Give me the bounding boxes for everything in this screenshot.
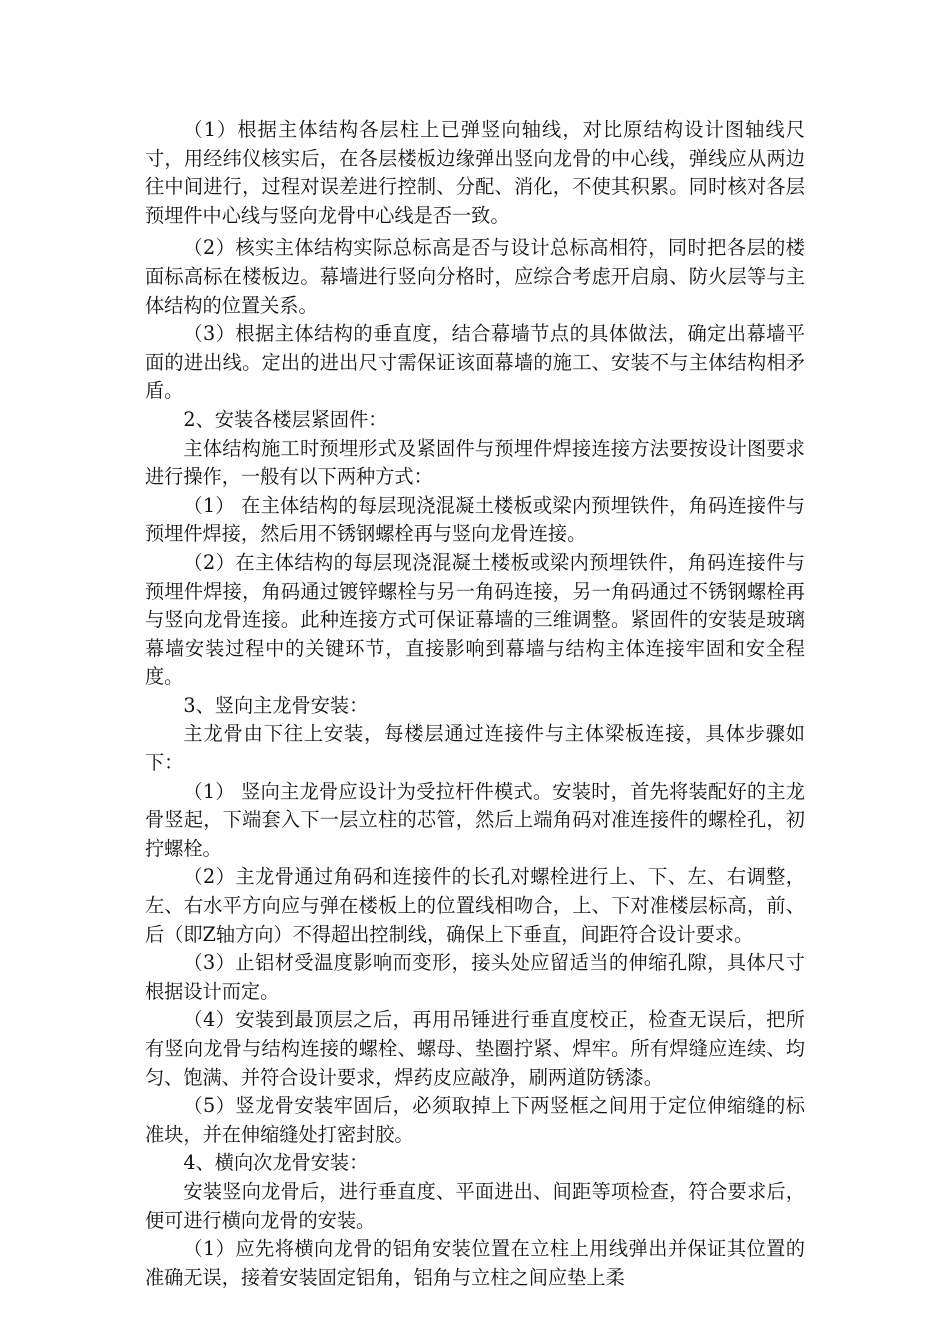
paragraph-9: （2）主龙骨通过角码和连接件的长孔对螺栓进行上、下、左、右调整，左、右水平方向应与弹在楼板上的位置线相吻合，上、下对准楼层标高，前、后（即Z轴方向）不得超出控制线，确保上下垂直，间距符合设计要求。 [145, 865, 805, 946]
paragraph-1: （1）根据主体结构各层柱上已弹竖向轴线，对比原结构设计图轴线尺寸，用经纬仪核实后，在各层楼板边缘弹出竖向龙骨的中心线，弹线应从两边往中间进行，过程对误差进行控制、分配、消化，不使其积累。同时核对各层预埋件中心线与竖向龙骨中心线是否一致。 [145, 118, 805, 227]
paragraph-6: （2）在主体结构的每层现浇混凝土楼板或梁内预埋铁件，角码连接件与预埋件焊接，角码通过镀锌螺栓与另一角码连接，另一角码通过不锈钢螺栓再与竖向龙骨连接。此种连接方式可保证幕墙的三维调整。紧固件的安装是玻璃幕墙安装过程中的关键环节，直接影响到幕墙与结构主体连接牢固和安全程度。 [145, 550, 805, 689]
section-heading-3: 3、竖向主龙骨安装： [183, 693, 369, 717]
paragraph-4: 主体结构施工时预埋形式及紧固件与预埋件焊接连接方法要按设计图要求进行操作，一般有以下两种方式： [145, 436, 805, 489]
paragraph-2: （2）核实主体结构实际总标高是否与设计总标高相符，同时把各层的楼面标高标在楼板边。幕墙进行竖向分格时，应综合考虑开启扇、防火层等与主体结构的位置关系。 [145, 236, 805, 317]
paragraph-12: （5）竖龙骨安装牢固后，必须取掉上下两竖框之间用于定位伸缩缝的标准块，并在伸缩缝处打密封胶。 [145, 1094, 805, 1146]
paragraph-14: （1）应先将横向龙骨的铝角安装位置在立柱上用线弹出并保证其位置的准确无误，接着安装固定铝角，铝角与立柱之间应垫上柔 [145, 1237, 805, 1289]
paragraph-3: （3）根据主体结构的垂直度，结合幕墙节点的具体做法，确定出幕墙平面的进出线。定出的进出尺寸需保证该面幕墙的施工、安装不与主体结构相矛盾。 [145, 322, 805, 403]
paragraph-10: （3）止铝材受温度影响而变形，接头处应留适当的伸缩孔隙，具体尺寸根据设计而定。 [145, 951, 805, 1003]
paragraph-11: （4）安装到最顶层之后，再用吊锤进行垂直度校正，检查无误后，把所有竖向龙骨与结构连接的螺栓、螺母、垫圈拧紧、焊牢。所有焊缝应连续、均匀、饱满、并符合设计要求，焊药皮应敲净，刷两道防锈漆。 [145, 1008, 805, 1089]
paragraph-8: （1） 竖向主龙骨应设计为受拉杆件模式。安装时，首先将装配好的主龙骨竖起，下端套入下一层立柱的芯管，然后上端角码对准连接件的螺栓孔，初拧螺栓。 [145, 779, 805, 860]
section-heading-4: 4、横向次龙骨安装： [183, 1151, 369, 1175]
paragraph-5: （1） 在主体结构的每层现浇混凝土楼板或梁内预埋铁件，角码连接件与预埋件焊接，然后用不锈钢螺栓再与竖向龙骨连接。 [145, 493, 805, 546]
paragraph-13: 安装竖向龙骨后，进行垂直度、平面进出、间距等项检查，符合要求后，便可进行横向龙骨的安装。 [145, 1179, 805, 1232]
paragraph-7: 主龙骨由下往上安装，每楼层通过连接件与主体梁板连接，具体步骤如下： [145, 722, 805, 775]
document-body [145, 116, 805, 1292]
section-heading-2: 2、安装各楼层紧固件： [183, 407, 388, 431]
